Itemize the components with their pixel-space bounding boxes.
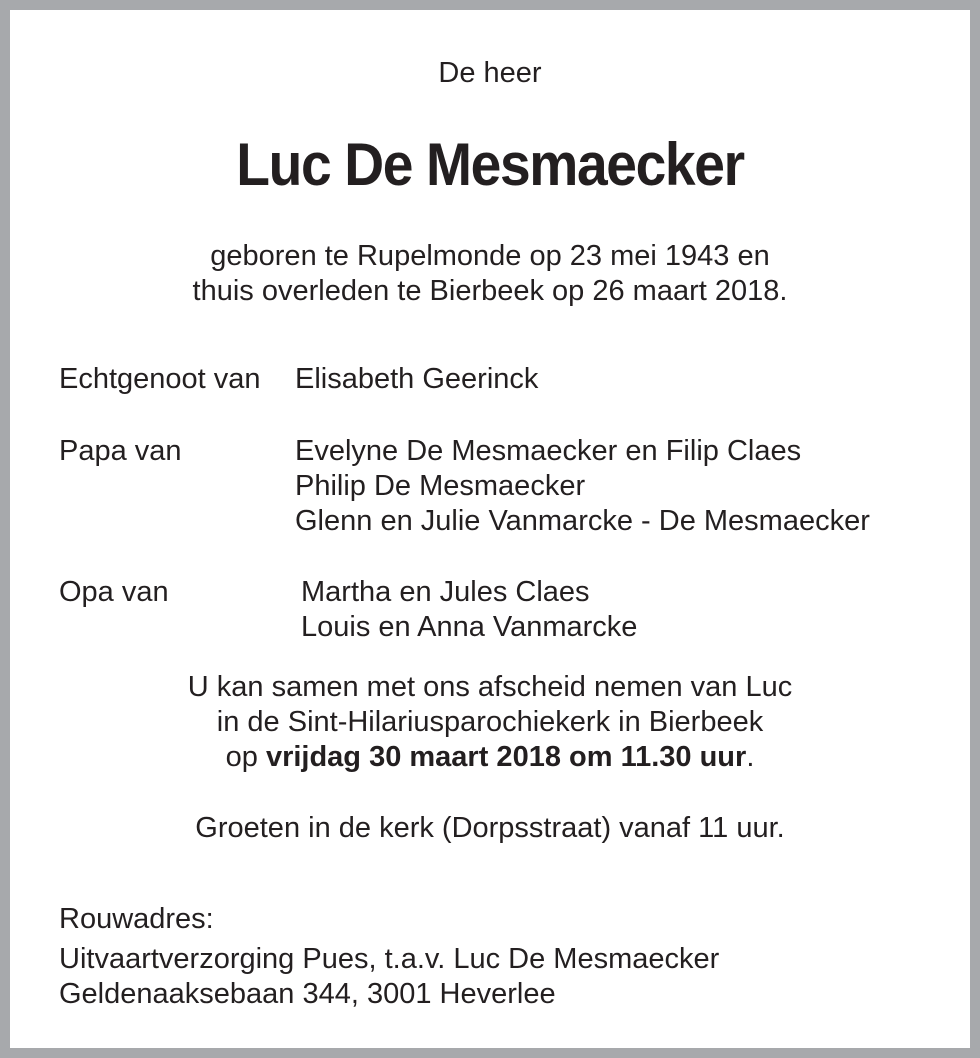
spouse-label: Echtgenoot van <box>59 363 261 395</box>
farewell-prefix: op <box>225 741 266 773</box>
farewell-suffix: . <box>746 741 755 773</box>
children-label: Papa van <box>59 435 182 467</box>
grandchild-name: Louis en Anna Vanmarcke <box>301 611 638 643</box>
child-name: Philip De Mesmaecker <box>295 470 586 502</box>
death-line: thuis overleden te Bierbeek op 26 maart 2018. <box>192 275 788 307</box>
grandchildren-label: Opa van <box>59 576 169 608</box>
address-heading: Rouwadres: <box>59 903 214 935</box>
birth-line: geboren te Rupelmonde op 23 mei 1943 en <box>210 240 770 272</box>
spouse-name: Elisabeth Geerinck <box>295 363 539 395</box>
address-line-2: Geldenaaksebaan 344, 3001 Heverlee <box>59 978 556 1010</box>
farewell-line-1: U kan samen met ons afscheid nemen van Luc <box>187 671 793 703</box>
ceremony-datetime: vrijdag 30 maart 2018 om 11.30 uur <box>265 741 747 773</box>
death-notice <box>7 7 973 1051</box>
greetings-info: Groeten in de kerk (Dorpsstraat) vanaf 11 uur. <box>195 812 785 844</box>
deceased-name: Luc De Mesmaecker <box>236 131 744 198</box>
address-line-1: Uitvaartverzorging Pues, t.a.v. Luc De Mesmaecker <box>59 943 720 975</box>
salutation: De heer <box>438 57 542 89</box>
grandchild-name: Martha en Jules Claes <box>301 576 590 608</box>
child-name: Evelyne De Mesmaecker en Filip Claes <box>295 435 802 467</box>
farewell-line-3 <box>10 740 970 774</box>
farewell-line-2: in de Sint-Hilariusparochiekerk in Bierbeek <box>216 706 764 738</box>
child-name: Glenn en Julie Vanmarcke - De Mesmaecker <box>295 505 870 537</box>
